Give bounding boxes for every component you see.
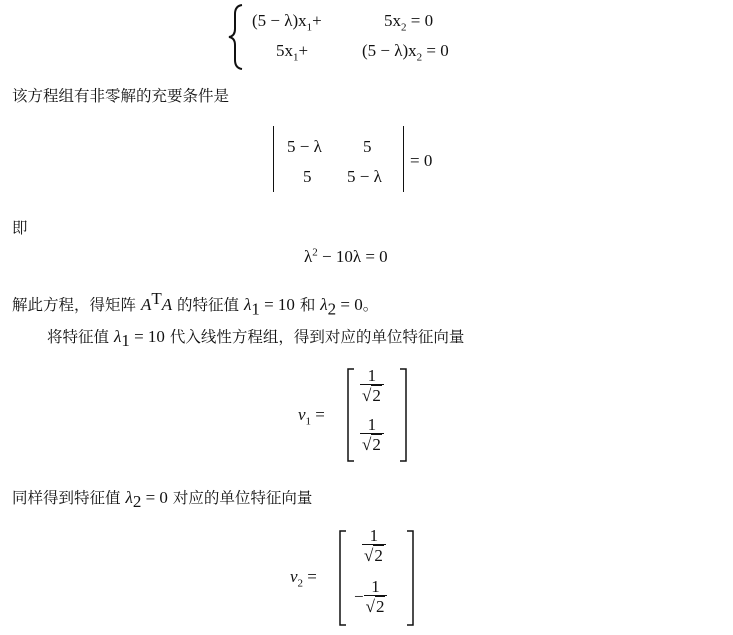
solve-sentence: 解此方程，得矩阵 $A^TA$ 的特征值 $\lambda_1 = 10$ 和 $\lambda_2 = 0$。	[12, 289, 379, 319]
characteristic-equation: $\lambda^2 - 10\lambda = 0$	[304, 246, 388, 266]
v1-entry-1: $\frac{1}{√2}$	[360, 367, 384, 404]
substitute-sentence: 将特征值 $\lambda_1 = 10$ 代入线性方程组，得到对应的单位特征向量	[47, 327, 465, 351]
v1-entry-2: $\frac{1}{√2}$	[360, 416, 384, 453]
det-rhs: = 0	[410, 151, 433, 170]
v1-bracket-left	[346, 368, 356, 466]
determinant-right-bar	[403, 126, 404, 192]
ji-text: 即	[12, 219, 28, 237]
det-a12: 5	[363, 137, 372, 156]
similarly-sentence: 同样得到特征值 $\lambda_2 = 0$ 对应的单位特征向量	[12, 488, 313, 512]
v2-entry-1: $\frac{1}{√2}$	[362, 527, 386, 564]
v1-label: $v_1$ =	[298, 405, 325, 428]
det-a11: 5 − λ	[287, 137, 322, 156]
v2-bracket-right	[405, 530, 415, 630]
condition-text: 该方程组有非零解的充要条件是	[12, 87, 230, 105]
v2-entry-2: − $\frac{1}{√2}$	[354, 578, 387, 615]
det-a21: 5	[303, 167, 312, 186]
det-a22: 5 − λ	[347, 167, 382, 186]
determinant-left-bar	[273, 126, 274, 192]
v1-bracket-right	[398, 368, 408, 466]
v2-label: $v_2$ =	[290, 567, 317, 590]
v2-bracket-left	[338, 530, 348, 630]
left-brace	[228, 4, 244, 74]
